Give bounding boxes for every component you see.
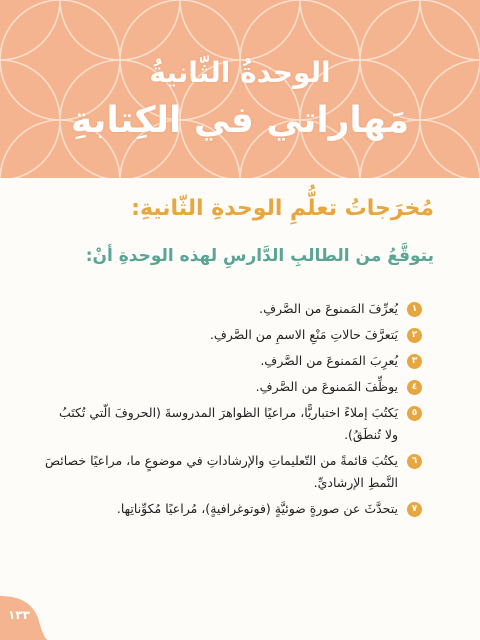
bullet-number: ٦	[407, 454, 422, 469]
bullet-number: ٢	[407, 328, 422, 343]
objective-text: يُعرِبَ المَمنوعَ من الصَّرفِ.	[260, 353, 398, 368]
bullet-number: ٤	[407, 380, 422, 395]
objective-text: يَكتُبَ إملاءً اختباريًّا، مراعيًا الظواهرَ المدروسةَ (الحروفَ الّتي تُكتَبُ ولا تُنطَقُ).	[58, 405, 398, 442]
bullet-number: ١	[407, 302, 422, 317]
list-item	[42, 350, 422, 372]
objectives-list	[42, 298, 422, 524]
unit-label: الوحدةُ الثّانيةُ	[149, 56, 331, 89]
decorative-pattern	[0, 0, 480, 178]
objective-text: يتحدَّثَ عن صورةٍ ضوئيَّةٍ (فوتوغرافيةٍ)، مُراعيًا مُكوِّناتِها.	[116, 501, 398, 516]
bullet-number: ٥	[407, 406, 422, 421]
page-number: ١٣٣	[8, 608, 30, 622]
learning-outcomes-intro: يتوقَّعُ من الطالبِ الدَّارسِ لهذه الوحدةِ أنْ:	[85, 246, 434, 266]
unit-title: مَهاراتي في الكِتابةِ	[71, 100, 409, 141]
objective-text: يُعرِّفَ المَمنوعَ من الصَّرفِ.	[259, 301, 398, 316]
list-item	[42, 402, 422, 446]
list-item	[42, 376, 422, 398]
list-item	[42, 324, 422, 346]
list-item	[42, 498, 422, 520]
bullet-number: ٣	[407, 354, 422, 369]
objective-text: يوظِّفَ المَمنوعَ من الصَّرفِ.	[255, 379, 398, 394]
header-banner	[0, 0, 480, 178]
list-item	[42, 298, 422, 320]
objective-text: يكتُبَ قائمةً من التّعليماتِ والإرشاداتِ في موضوعٍ ما، مراعيًا خصائصَ النَّمطِ الإرشاديِّ.	[44, 453, 398, 490]
objective-text: يَتعرَّفَ حالاتِ مَنْعِ الاسمِ من الصَّرفِ.	[209, 327, 398, 342]
learning-outcomes-heading: مُخرَجاتُ تعلُّمِ الوحدةِ الثّانيةِ:	[131, 196, 434, 221]
list-item	[42, 450, 422, 494]
bullet-number: ٧	[407, 502, 422, 517]
